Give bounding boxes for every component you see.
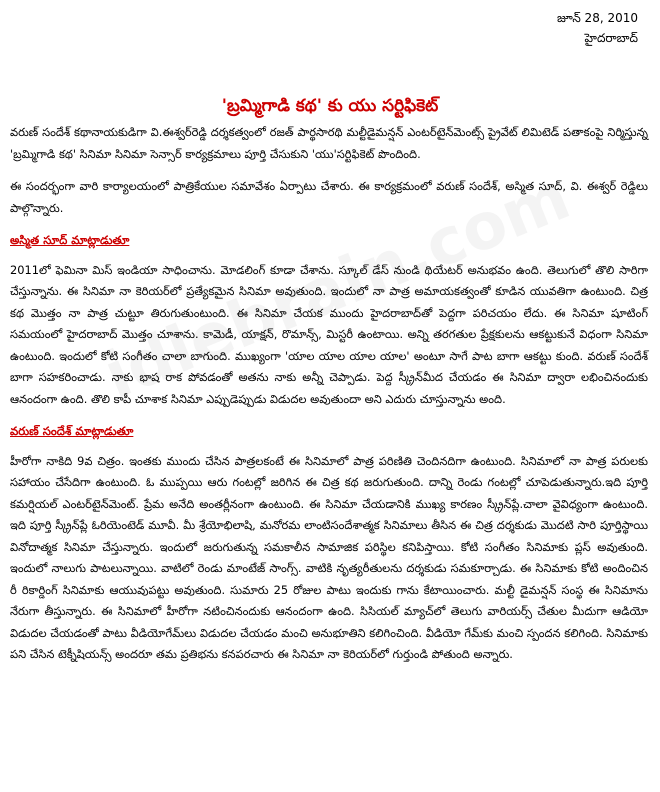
dateline bbox=[557, 8, 638, 48]
section-heading-varun: వరుణ్ సందేశ్ మాట్లాడుతూ bbox=[10, 424, 134, 438]
article-body bbox=[10, 122, 648, 670]
place-text: హైదరాబాద్ bbox=[584, 31, 638, 45]
date-text: జూన్ 28, 2010 bbox=[556, 11, 638, 25]
section-text-varun: హీరోగా నాకిది 9వ చిత్రం. ఇంతకు ముందు చేసిన పాత్రలకంటే ఈ సినిమాలో పాత్ర పరిణితి చెందినదిగా ఉంటుంది. సినిమాలో నా పాత్ర పరులకు సహాయం చేసేదిగా ఉంటుంది. ఓ ముప్పయి ఆరు గంటల్లో జరిగిన ఈ చిత్ర కథ జరుగుతుంది. దాన్ని రెండు గంటల్లో చూపెడుతున్నారు.ఇది పూర్తి కమర్షియల్ ఎంటర్‌టైన్‌మెంట్. ప్రేమ అనేది అంతర్లీనంగా ఉంటుంది. ఈ సినిమా చేయడానికి ముఖ్య కారణం స్క్రీన్‌ప్లే.చాలా వైవిధ్యంగా ఉంటుంది. ఇది పూర్తి స్క్రీన్‌ప్లే ఓరియెంటెడ్ మూవీ. మీ శ్రేయోభిలాషి, మనోరమ లాంటిసందేశాత్మక సినిమాలు తీసిన ఈ చిత్ర దర్శకుడు మొదటి సారి పూర్తిస్థాయి వినోదాత్మక సినిమా చేస్తున్నారు. ఇందులో జరుగుతున్న సమకాలీన సామాజిక పరిస్థిల కనిపిస్తాయి. కోటి సంగీతం సినిమాకు ప్లస్ అవుతుంది. ఇందులో నాలుగు పాటలున్నాయి. వాటిలో రెండు మాంటేజ్ సాంగ్స్. వాటికి నృత్యరీతులను దర్శకుడు సమకూర్చాడు. ఈ సినిమాకు కోటి అందించిన రీ రికార్డింగ్ సినిమాకు ఆయువుపట్టు అవుతుంది. సుమారు 25 రోజుల పాటు ఇందుకు గాను కేటాయించారు. మల్టీ డైమన్షన్ సంస్థ ఈ సినిమాను నేరుగా తీస్తున్నారు. ఈ సినిమాలో హీరోగా నటించినందుకు ఆనందంగా ఉంది. సిసియల్ మ్యాచ్‌లో తెలుగు వారియర్స్ చేతుల మీదుగా ఆడియో విడుదల చేయడంతో పాటు వీడియోగేమ్‌లు విడుదల చేయడం మంచి అనుభూతిని కలిగించింది. వీడియో గేమ్‌కు మంచి స్పందన కలిగింది. సినిమాకు పని చేసిన టెక్నీషియన్స్ అందరూ తమ ప్రతిభను కనపరచారు ఈ సినిమా నా కెరియర్‌లో గుర్తుండి పోతుంది అన్నారు. bbox=[10, 453, 648, 661]
intro-paragraph-2: ఈ సందర్భంగా వారి కార్యాలయంలో పాత్రికేయుల సమావేశం ఏర్పాటు చేశారు. ఈ కార్యక్రమంలో వరుణ్ సందేశ్, అస్మిత సూద్, వి. ఈశ్వర్ రెడ్డిలు పాల్గొన్నారు. bbox=[10, 179, 648, 215]
section-text-asmita: 2011లో ఫెమినా మిస్ ఇండియా సాధించాను. మోడలింగ్ కూడా చేశాను. స్కూల్ డేస్ నుండి థియేటర్ అనుభవం ఉంది. తెలుగులో తొలి సారిగా చేస్తున్నాను. ఈ సినిమా నా కెరియర్‌లో ప్రత్యేకమైన సినిమా అవుతుంది. ఇందులో నా పాత్ర అమాయకత్వంతో కూడిన యువతిగా ఉంటుంది. చిత్ర కథ మొత్తం నా పాత్ర చుట్టూ తిరుగుతుంటుంది. ఈ సినిమా చేయక ముందు హైదరాబాద్‌తో పెద్దగా పరిచయం లేదు. ఈ సినిమా షూటింగ్ సమయంలో హైదరాబాద్ మొత్తం చూశాను. కామెడీ, యాక్షన్, రొమాన్స్, మిస్టరీ ఉంటాయి. అన్ని తరగతుల ప్రేక్షకులను ఆకట్టుకునే విధంగా సినిమా ఉంటుంది. ఇందులో కోటి సంగీతం చాలా బాగుంది. ముఖ్యంగా 'యాల యాల యాల యాల' అంటూ సాగే పాట బాగా ఆకట్టు కుంది. వరుణ్ సందేశ్ బాగా సహకరించాడు. నాకు భాష రాక పోవడంతో అతను నాకు అన్నీ చెప్పాడు. పెద్ద స్క్రీన్‌మీద చేయడం ఈ సినిమా ద్వారా లభించినందుకు ఆనందంగా ఉంది. తొలి కాపీ చూశాక సినిమా ఎప్పుడెప్పుడు విడుదల అవుతుందా అని ఎదురు చూస్తున్నాను అంది. bbox=[10, 262, 648, 406]
section-heading-asmita: అస్మిత సూద్ మాట్లాడుతూ bbox=[10, 233, 130, 247]
intro-paragraph-1: వరుణ్ సందేశ్ కథానాయకుడిగా వి.ఈశ్వర్‌రెడ్డి దర్శకత్వంలో రజత్ పార్థసారథి మల్టీడైమన్షన్ ఎంటర్‌టైన్‌మెంట్స్ ప్రైవేట్ లిమిటెడ్ పతాకంపై నిర్మిస్తున్న 'బ్రమ్మిగాడి కథ' సినిమా సినిమా సెన్సార్ కార్యక్రమాలు పూర్తి చేసుకుని 'యు'సర్టిఫికెట్ పొందింది. bbox=[10, 125, 648, 161]
headline: 'బ్రమ్మిగాడి కథ' కు యు సర్టిఫికెట్ bbox=[221, 96, 439, 116]
